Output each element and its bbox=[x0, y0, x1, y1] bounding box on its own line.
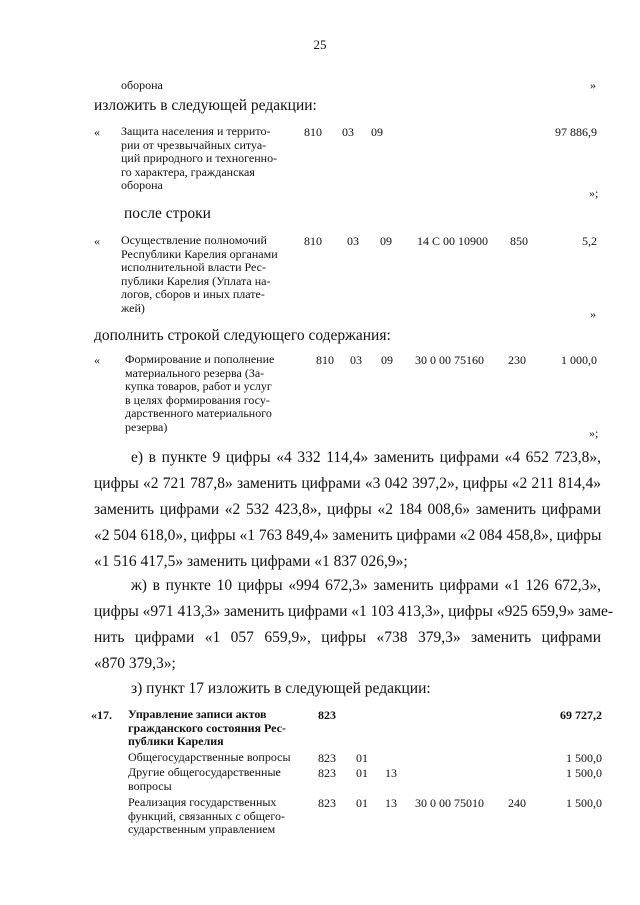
row-name-line: Другие общегосударственные bbox=[128, 765, 281, 779]
row-amount: 1 500,0 bbox=[566, 796, 602, 810]
row-code-subsection: 13 bbox=[385, 796, 397, 810]
row-code-ministry: 823 bbox=[318, 766, 336, 780]
row-name-line: сударственным управлением bbox=[128, 822, 276, 836]
row-b-code-ministry: 810 bbox=[304, 234, 322, 248]
row-b-name-line: Республики Карелия органами bbox=[121, 246, 278, 261]
top-row-close-quote: » bbox=[590, 78, 596, 92]
row-code-section: 01 bbox=[356, 766, 368, 780]
row-c-name-line: материального резерва (За- bbox=[125, 365, 265, 380]
row-name bbox=[128, 751, 318, 765]
row-a-name-line: го характера, гражданская bbox=[121, 164, 255, 179]
row-b-amount: 5,2 bbox=[582, 234, 597, 248]
row-b-name-line: публики Карелия (Уплата на- bbox=[121, 273, 271, 288]
row-code-section: 01 bbox=[356, 796, 368, 810]
row-c-name-line: дарственного материального bbox=[125, 406, 272, 420]
row-a-code-section: 03 bbox=[342, 125, 354, 139]
row-c-code-expense-type: 230 bbox=[508, 353, 526, 367]
row-c-name-line: в целях формирования госу- bbox=[125, 392, 270, 407]
top-row-name: оборона bbox=[121, 78, 163, 92]
item-17-head-name bbox=[128, 708, 313, 749]
row-b-name-line: жей) bbox=[121, 300, 145, 315]
row-a-name-line: Защита населения и террито- bbox=[121, 124, 271, 138]
row-b-name-line: логов, сборов и иных плате- bbox=[121, 287, 265, 301]
row-amount: 1 500,0 bbox=[566, 766, 602, 780]
row-c-name-line: Формирование и пополнение bbox=[125, 352, 275, 366]
row-a-name bbox=[121, 125, 296, 193]
paragraph-z: з) пункт 17 изложить в следующей редакции: bbox=[131, 680, 431, 697]
row-a-code-ministry: 810 bbox=[304, 125, 322, 139]
row-a-code-subsection: 09 bbox=[371, 125, 383, 139]
item-number: «17. bbox=[91, 708, 112, 722]
row-a-amount: 97 886,9 bbox=[555, 125, 597, 139]
row-code-ministry: 823 bbox=[318, 796, 336, 810]
page-number: 25 bbox=[313, 37, 327, 52]
item-17-head-name-line: публики Карелия bbox=[128, 734, 224, 748]
row-c-code-section: 03 bbox=[350, 353, 362, 367]
row-b-code-section: 03 bbox=[347, 234, 359, 248]
instruction-after-row: после строки bbox=[124, 205, 211, 222]
row-code-section: 01 bbox=[356, 751, 368, 765]
row-b-close: » bbox=[590, 307, 596, 321]
item-17-head-name-line: гражданского состояния Рес- bbox=[128, 720, 286, 735]
paragraph-e-line: «2 504 618,0», цифры «1 763 849,4» заменить цифрами «2 084 458,8», цифры bbox=[94, 527, 602, 544]
paragraph-zh-line: «870 379,3»; bbox=[94, 655, 176, 672]
paragraph-e-line: заменить цифрами «2 532 423,8», цифры «2 184 008,6» заменить цифрами bbox=[94, 501, 601, 518]
row-code-ministry: 823 bbox=[318, 751, 336, 765]
row-b-name-line: Осуществление полномочий bbox=[121, 233, 267, 247]
row-name-line: функций, связанных с общего- bbox=[128, 808, 285, 823]
row-name bbox=[128, 796, 318, 837]
paragraph-zh-line: ж) в пункте 10 цифры «994 672,3» заменить цифрами «1 126 672,3», bbox=[131, 577, 601, 594]
row-c-code-target: 30 0 00 75160 bbox=[415, 353, 484, 367]
row-a-close: »; bbox=[589, 186, 599, 200]
instruction-edit: изложить в следующей редакции: bbox=[94, 97, 317, 114]
row-a-name-line: оборона bbox=[121, 178, 163, 192]
row-b-code-subsection: 09 bbox=[380, 234, 392, 248]
paragraph-e-line: «1 516 417,5» заменить цифрами «1 837 026,9»; bbox=[94, 553, 408, 570]
paragraph-zh-line: нить цифрами «1 057 659,9», цифры «738 379,3» заменить цифрами bbox=[94, 629, 601, 646]
row-c-amount: 1 000,0 bbox=[561, 353, 597, 367]
row-name-line: вопросы bbox=[128, 778, 172, 793]
row-c-name-line: резерва) bbox=[125, 419, 168, 434]
row-name bbox=[128, 766, 318, 793]
row-code-expense-type: 240 bbox=[508, 796, 526, 810]
row-b-name bbox=[121, 234, 301, 315]
row-a-name-line: ций природного и техногенно- bbox=[121, 151, 278, 165]
row-amount: 1 500,0 bbox=[566, 751, 602, 765]
row-name-line: Общегосударственные вопросы bbox=[128, 750, 291, 764]
item-17-head-name-line: Управление записи актов bbox=[128, 707, 267, 721]
paragraph-e-line: е) в пункте 9 цифры «4 332 114,4» заменить цифрами «4 652 723,8», bbox=[131, 449, 601, 466]
row-c-name bbox=[125, 353, 305, 434]
row-c-open-quote: « bbox=[94, 353, 100, 367]
paragraph-e-line: цифры «2 721 787,8» заменить цифрами «3 042 397,2», цифры «2 211 814,4» bbox=[94, 475, 601, 492]
item-17-head-code: 823 bbox=[318, 708, 336, 722]
row-b-name-line: исполнительной власти Рес- bbox=[121, 260, 266, 274]
row-a-open-quote: « bbox=[94, 125, 100, 139]
row-b-code-expense-type: 850 bbox=[510, 234, 528, 248]
row-name-line: Реализация государственных bbox=[128, 795, 277, 809]
paragraph-e bbox=[94, 445, 601, 575]
paragraph-zh-line: цифры «971 413,3» заменить цифрами «1 103 413,3», цифры «925 659,9» заме- bbox=[94, 603, 614, 620]
row-a-name-line: рии от чрезвычайных ситуа- bbox=[121, 137, 267, 152]
row-c-code-ministry: 810 bbox=[316, 353, 334, 367]
row-code-target: 30 0 00 75010 bbox=[415, 796, 484, 810]
row-b-code-target: 14 С 00 10900 bbox=[417, 234, 489, 248]
paragraph-zh bbox=[94, 573, 614, 677]
row-b-open-quote: « bbox=[94, 234, 100, 248]
instruction-add-row: дополнить строкой следующего содержания: bbox=[94, 327, 391, 344]
row-code-subsection: 13 bbox=[385, 766, 397, 780]
row-c-code-subsection: 09 bbox=[381, 353, 393, 367]
row-c-close: »; bbox=[589, 426, 599, 440]
row-c-name-line: купка товаров, работ и услуг bbox=[125, 379, 272, 393]
item-17-head-amount: 69 727,2 bbox=[560, 708, 602, 722]
